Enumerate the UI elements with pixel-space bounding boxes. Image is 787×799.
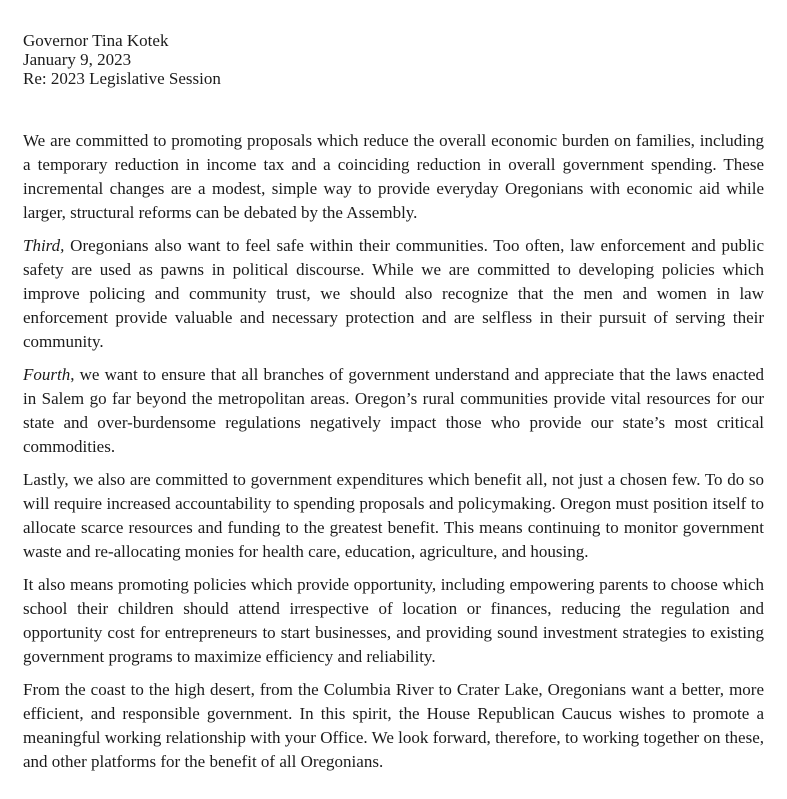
paragraph bbox=[23, 363, 764, 459]
paragraph bbox=[23, 468, 764, 564]
paragraph bbox=[23, 573, 764, 669]
paragraph-text: It also means promoting policies which provide opportunity, including empowering parents to choose which school their children should attend irrespective of location or finances, reducing the regulation and opportunity cost for entrepreneurs to start businesses, and providing sound investment strategies to existing government programs to maximize efficiency and reliability. bbox=[23, 575, 764, 666]
paragraph bbox=[23, 678, 764, 774]
letter-body bbox=[23, 129, 764, 774]
letter-header bbox=[23, 31, 764, 88]
paragraph-text: We are committed to promoting proposals which reduce the overall economic burden on families, including a temporary reduction in income tax and a coinciding reduction in overall government spending. These incremental changes are a modest, simple way to provide everyday Oregonians with economic aid while larger, structural reforms can be debated by the Assembly. bbox=[23, 131, 764, 222]
paragraph bbox=[23, 129, 764, 225]
letter-date: January 9, 2023 bbox=[23, 50, 132, 69]
paragraph-text: Oregonians also want to feel safe within their communities. Too often, law enforcement and public safety are used as pawns in political discourse. While we are committed to developing policies which improve policing and community trust, we should also recognize that the men and women in law enforcement provide valuable and necessary protection and are selfless in their pursuit of serving their community. bbox=[23, 236, 764, 351]
letter-subject: Re: 2023 Legislative Session bbox=[23, 69, 221, 88]
paragraph bbox=[23, 234, 764, 354]
paragraph-lead: Third, bbox=[23, 236, 65, 255]
letter-recipient: Governor Tina Kotek bbox=[23, 31, 169, 50]
paragraph-text: Lastly, we also are committed to government expenditures which benefit all, not just a chosen few. To do so will require increased accountability to spending proposals and policymaking. Oregon must position itself to allocate scarce resources and funding to the greatest benefit. This means continuing to monitor government waste and re-allocating monies for health care, education, agriculture, and housing. bbox=[23, 470, 764, 561]
paragraph-text: , we want to ensure that all branches of government understand and appreciate that the laws enacted in Salem go far beyond the metropolitan areas. Oregon’s rural communities provide vital resources for our state and over-burdensome regulations negatively impact those who provide our state’s most critical commodities. bbox=[23, 365, 764, 456]
paragraph-lead: Fourth bbox=[23, 365, 71, 384]
paragraph-text: From the coast to the high desert, from the Columbia River to Crater Lake, Oregonians want a better, more efficient, and responsible government. In this spirit, the House Republican Caucus wishes to promote a meaningful working relationship with your Office. We look forward, therefore, to working together on these, and other platforms for the benefit of all Oregonians. bbox=[23, 680, 764, 771]
